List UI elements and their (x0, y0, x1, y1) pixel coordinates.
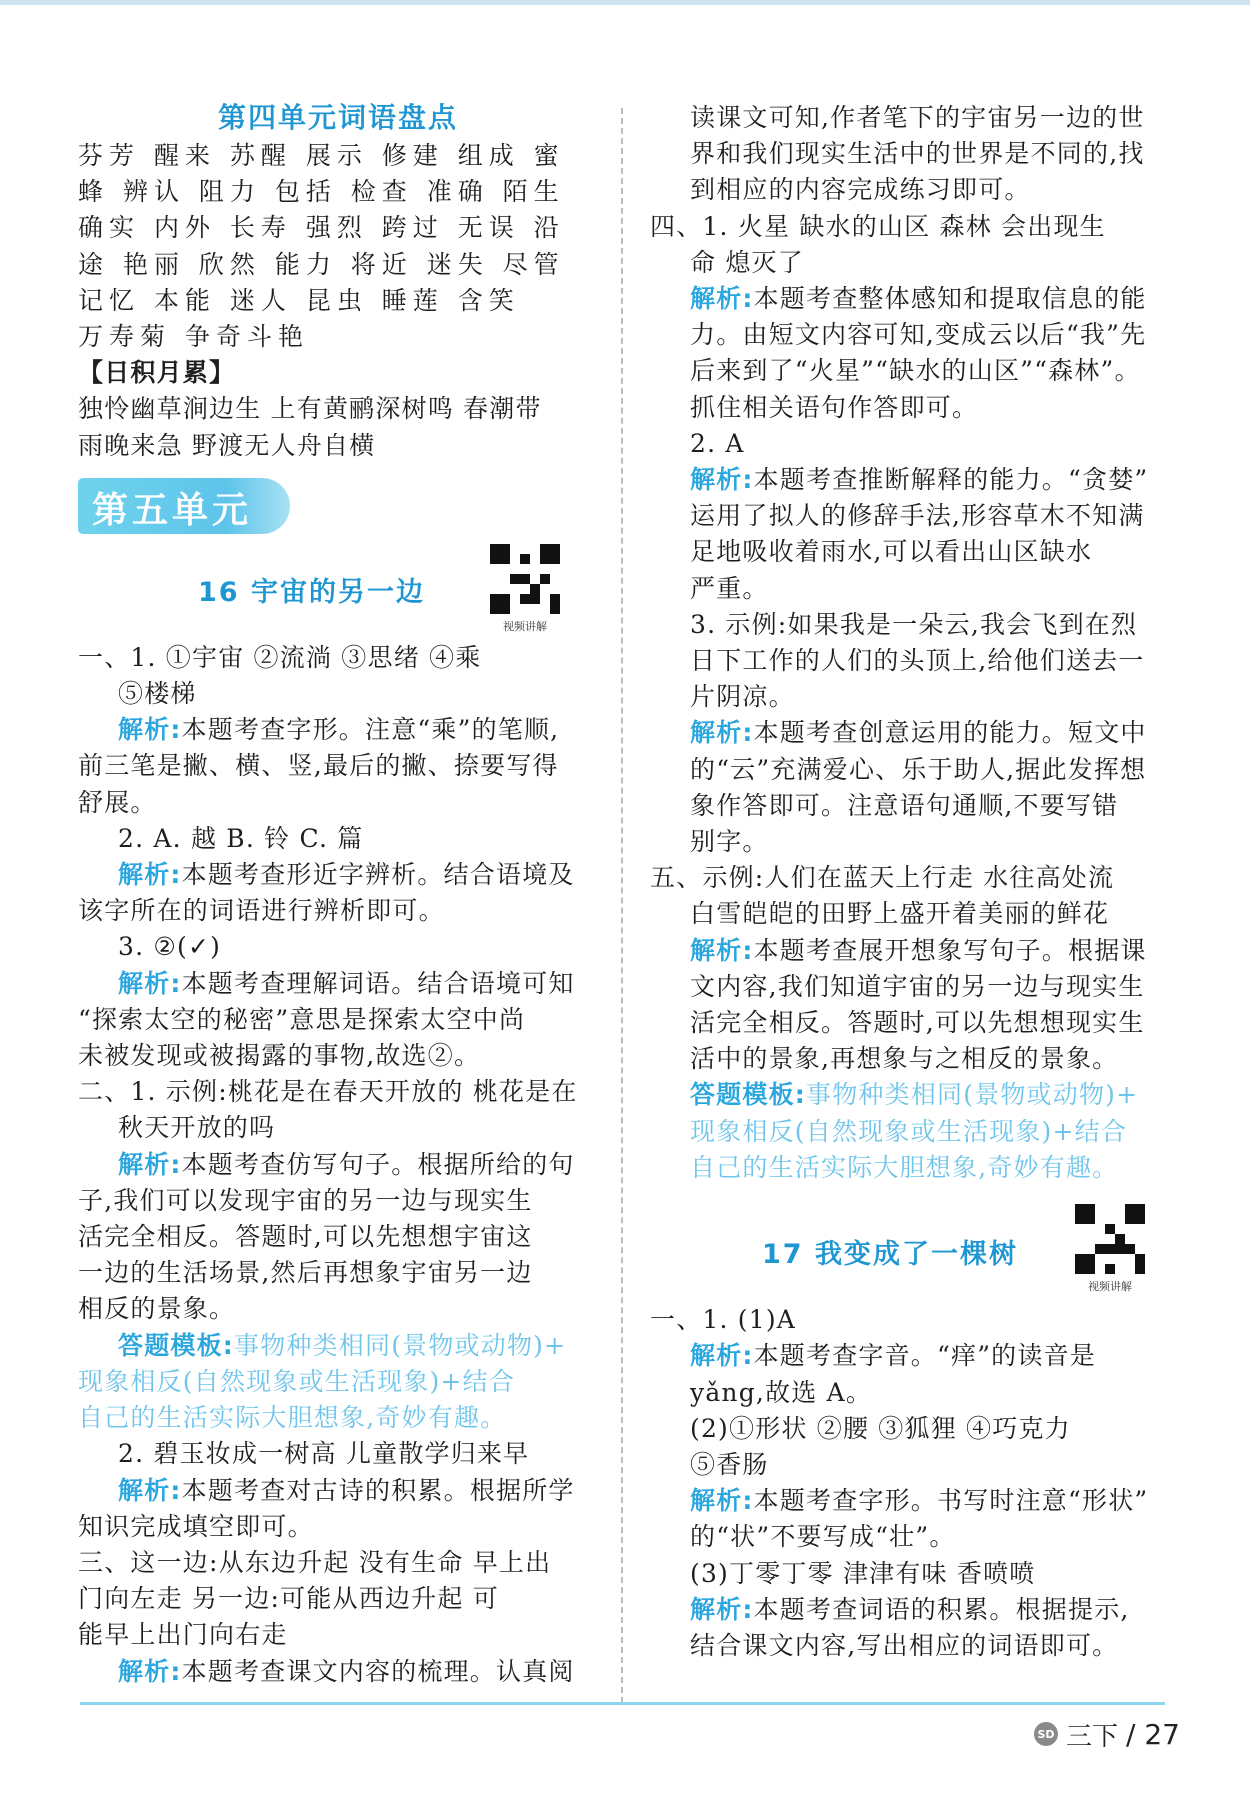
line-text: 一、1. (1)A (650, 1305, 797, 1335)
line-text: 二、1. 示例:桃花是在春天开放的 桃花是在 (78, 1077, 578, 1107)
line-text: ⑤香肠 (690, 1449, 769, 1479)
line-text: 本题考查创意运用的能力。短文中 (753, 718, 1147, 748)
line-text: 秋天开放的吗 (118, 1113, 276, 1143)
answer-line (650, 715, 1160, 751)
answer-line (78, 1328, 598, 1364)
line-text: 结合课文内容,写出相应的词语即可。 (690, 1630, 1119, 1660)
answer-line (650, 1041, 1160, 1077)
answer-line (650, 462, 1160, 498)
answer-line (78, 640, 598, 676)
line-text: 本题考查整体感知和提取信息的能 (753, 284, 1147, 314)
line-text: 2. 碧玉妆成一树高 儿童散学归来早 (118, 1439, 530, 1469)
answer-line (650, 1150, 1160, 1186)
line-text: 能早上出门向右走 (78, 1620, 288, 1650)
answer-line (650, 824, 1160, 860)
answer-line (650, 1556, 1160, 1592)
analysis-label: 解析: (118, 860, 182, 890)
answer-line (78, 676, 598, 712)
answer-line (78, 1219, 598, 1255)
poem-line: 独怜幽草涧边生 上有黄鹂深树鸣 春潮带 (78, 394, 542, 424)
line-text: 本题考查形近字辨析。结合语境及 (181, 860, 575, 890)
line-text: “探索太空的秘密”意思是探索太空中尚 (78, 1004, 526, 1034)
line-text: 活完全相反。答题时,可以先想想现实生 (690, 1008, 1145, 1038)
line-text: 的“状”不要写成“壮”。 (690, 1522, 956, 1552)
line-text: 本题考查展开想象写句子。根据课 (753, 935, 1147, 965)
answer-line (650, 1077, 1160, 1113)
unit4-title: 第四单元词语盘点 (217, 101, 458, 134)
analysis-label: 解析: (690, 718, 754, 748)
answer-line (650, 498, 1160, 534)
answer-line (78, 1617, 598, 1653)
line-text: 现象相反(自然现象或生活现象)+结合 (78, 1366, 516, 1396)
answer-line (650, 643, 1160, 679)
answer-line (650, 209, 1160, 245)
line-text: 本题考查字音。“痒”的读音是 (753, 1341, 1096, 1371)
word-list (78, 138, 598, 355)
analysis-label: 解析: (690, 465, 754, 495)
analysis-label: 答题模板: (118, 1330, 234, 1360)
answer-line (650, 534, 1160, 570)
line-text: 本题考查词语的积累。根据提示, (753, 1594, 1130, 1624)
line-text: 别字。 (690, 827, 769, 857)
analysis-label: 解析: (118, 715, 182, 745)
word-line: 蜂 辨认 阻力 包括 检查 准确 陌生 (78, 177, 565, 207)
answer-line (650, 426, 1160, 462)
answer-line (78, 1183, 598, 1219)
line-text: (3)丁零丁零 津津有味 香喷喷 (690, 1558, 1036, 1588)
line-text: 子,我们可以发现宇宙的另一边与现实生 (78, 1185, 533, 1215)
lesson17-answers (650, 1302, 1160, 1664)
left-column (78, 96, 598, 1690)
unit5-banner-label: 第五单元 (92, 489, 253, 531)
line-text: 力。由短文内容可知,变成云以后“我”先 (690, 320, 1147, 350)
qr-code-icon[interactable] (490, 544, 560, 614)
line-text: 现象相反(自然现象或生活现象)+结合 (690, 1116, 1128, 1146)
column-divider (621, 108, 623, 1703)
lesson17-header (650, 1198, 1160, 1302)
answer-line (78, 785, 598, 821)
line-text: 事物种类相同(景物或动物)+ (806, 1080, 1139, 1110)
line-text: 2. A. 越 B. 铃 C. 篇 (118, 823, 364, 853)
line-text: 舒展。 (78, 787, 157, 817)
line-text: 2. A (690, 428, 745, 458)
word-line: 记忆 本能 迷人 昆虫 睡莲 含笑 (78, 285, 520, 315)
analysis-label: 解析: (690, 1594, 754, 1624)
line-text: 片阴凉。 (690, 682, 795, 712)
answer-line (650, 1375, 1160, 1411)
answer-line (650, 1114, 1160, 1150)
answer-line (650, 353, 1160, 389)
line-text: 3. ②(✓) (118, 932, 222, 962)
line-text: 活完全相反。答题时,可以先想想宇宙这 (78, 1222, 533, 1252)
line-text: 一、1. ①宇宙 ②流淌 ③思绪 ④乘 (78, 642, 482, 672)
answer-line (78, 1581, 598, 1617)
line-text: 抓住相关语句作答即可。 (690, 392, 979, 422)
answer-line (78, 966, 598, 1002)
answer-line (78, 1038, 598, 1074)
analysis-label: 解析: (118, 1475, 182, 1505)
sd-badge: SD (1034, 1722, 1058, 1746)
line-text: 本题考查对古诗的积累。根据所学 (181, 1475, 575, 1505)
answer-line (650, 571, 1160, 607)
rijiyuelei-lines (78, 391, 598, 463)
answer-line (78, 929, 598, 965)
line-text: 五、示例:人们在蓝天上行走 水往高处流 (650, 863, 1115, 893)
answer-line (650, 607, 1160, 643)
unit5-banner (78, 478, 290, 534)
line-text: 门向左走 另一边:可能从西边升起 可 (78, 1584, 499, 1614)
line-text: 的“云”充满爱心、乐于助人,据此发挥想 (690, 754, 1147, 784)
answer-line (650, 969, 1160, 1005)
word-line: 芬芳 醒来 苏醒 展示 修建 组成 蜜 (78, 141, 565, 170)
answer-line (78, 1074, 598, 1110)
line-text: 本题考查仿写句子。根据所给的句 (181, 1149, 575, 1179)
lesson16-answers (78, 640, 598, 1690)
analysis-label: 解析: (690, 284, 754, 314)
lesson16-title: 16 宇宙的另一边 (198, 576, 425, 608)
answer-line (650, 933, 1160, 969)
qr-caption: 视频讲解 (503, 619, 547, 633)
answer-line (650, 245, 1160, 281)
line-text: 自己的生活实际大胆想象,奇妙有趣。 (690, 1152, 1119, 1182)
answer-line (650, 896, 1160, 932)
line-text: (2)①形状 ②腰 ③狐狸 ④巧克力 (690, 1413, 1071, 1443)
line-text: 后来到了“火星”“缺水的山区”“森林”。 (690, 356, 1141, 386)
line-text: 本题考查课文内容的梳理。认真阅 (181, 1656, 575, 1686)
answer-line (78, 857, 598, 893)
line-text: 到相应的内容完成练习即可。 (690, 175, 1031, 205)
answer-line (78, 712, 598, 748)
answer-line (650, 136, 1160, 172)
answer-line (78, 1473, 598, 1509)
answer-line (78, 1654, 598, 1690)
answer-line (650, 1483, 1160, 1519)
answer-line (78, 1291, 598, 1327)
analysis-label: 解析: (118, 1149, 182, 1179)
line-text: 足地吸收着雨水,可以看出山区缺水 (690, 537, 1093, 567)
answer-line (650, 1447, 1160, 1483)
word-line: 确实 内外 长寿 强烈 跨过 无误 沿 (78, 213, 565, 243)
answer-line (650, 1302, 1160, 1338)
line-text: 读课文可知,作者笔下的宇宙另一边的世 (690, 103, 1145, 132)
answer-line (78, 821, 598, 857)
answer-line (650, 172, 1160, 208)
line-text: 本题考查字形。书写时注意“形状” (753, 1486, 1149, 1516)
lesson16-header (78, 542, 598, 640)
line-text: 白雪皑皑的田野上盛开着美丽的鲜花 (690, 899, 1110, 929)
answer-line (650, 100, 1160, 136)
line-text: 3. 示例:如果我是一朵云,我会飞到在烈 (690, 609, 1138, 639)
qr-code-icon[interactable] (1075, 1204, 1145, 1274)
answer-line (78, 1509, 598, 1545)
answer-line (78, 1436, 598, 1472)
answer-line (650, 860, 1160, 896)
analysis-label: 解析: (690, 1486, 754, 1516)
answer-line (650, 390, 1160, 426)
line-text: 本题考查理解词语。结合语境可知 (181, 968, 575, 998)
answer-line (650, 788, 1160, 824)
answer-line (78, 1364, 598, 1400)
line-text: 严重。 (690, 573, 769, 603)
page-footer (1034, 1714, 1180, 1754)
right-column (650, 100, 1160, 1664)
qr-caption: 视频讲解 (1088, 1280, 1132, 1294)
answer-line (78, 748, 598, 784)
answer-line (650, 281, 1160, 317)
line-text: 该字所在的词语进行辨析即可。 (78, 896, 445, 926)
line-text: 命 熄灭了 (690, 247, 804, 277)
word-line: 万寿菊 争奇斗艳 (78, 322, 309, 352)
answer-line (650, 1628, 1160, 1664)
answer-line (650, 752, 1160, 788)
answer-line (650, 1411, 1160, 1447)
footer-line (80, 1702, 1165, 1705)
top-border (0, 0, 1250, 5)
analysis-label: 解析: (690, 1341, 754, 1371)
page-number: / 27 (1126, 1717, 1180, 1751)
answer-line (650, 679, 1160, 715)
line-text: 前三笔是撇、横、竖,最后的撇、捺要写得 (78, 751, 559, 781)
line-text: 自己的生活实际大胆想象,奇妙有趣。 (78, 1403, 507, 1433)
analysis-label: 答题模板: (690, 1080, 806, 1110)
line-text: 三、这一边:从东边升起 没有生命 早上出 (78, 1547, 552, 1577)
grade-label: 三下 (1066, 1721, 1119, 1752)
line-text: 运用了拟人的修辞手法,形容草木不知满 (690, 501, 1145, 531)
line-text: 未被发现或被揭露的事物,故选②。 (78, 1041, 481, 1071)
line-text: 界和我们现实生活中的世界是不同的,找 (690, 139, 1145, 169)
line-text: ⑤楼梯 (118, 679, 197, 709)
analysis-label: 解析: (118, 968, 182, 998)
answer-line (650, 1338, 1160, 1374)
answer-line (650, 1592, 1160, 1628)
line-text: 一边的生活场景,然后再想象宇宙另一边 (78, 1258, 533, 1288)
line-text: 象作答即可。注意语句通顺,不要写错 (690, 790, 1119, 820)
answer-line (78, 893, 598, 929)
word-line: 途 艳丽 欣然 能力 将近 迷失 尽管 (78, 249, 565, 279)
analysis-label: 解析: (118, 1656, 182, 1686)
analysis-label: 解析: (690, 935, 754, 965)
answer-line (78, 1002, 598, 1038)
answer-line (78, 1147, 598, 1183)
line-text: 四、1. 火星 缺水的山区 森林 会出现生 (650, 211, 1106, 241)
poem-line: 雨晚来急 野渡无人舟自横 (78, 430, 376, 460)
line-text: 文内容,我们知道宇宙的另一边与现实生 (690, 971, 1145, 1001)
line-text: 本题考查字形。注意“乘”的笔顺, (181, 715, 560, 745)
line-text: 相反的景象。 (78, 1294, 236, 1324)
lesson17-title: 17 我变成了一棵树 (762, 1239, 1018, 1271)
answer-line (78, 1110, 598, 1146)
answer-line (78, 1545, 598, 1581)
line-text: 本题考查推断解释的能力。“贪婪” (753, 465, 1149, 495)
line-text: 知识完成填空即可。 (78, 1511, 314, 1541)
lesson16-answers-continued (650, 100, 1160, 1186)
answer-line (78, 1255, 598, 1291)
answer-line (650, 1519, 1160, 1555)
answer-line (78, 1400, 598, 1436)
line-text: 活中的景象,再想象与之相反的景象。 (690, 1044, 1119, 1074)
line-text: 事物种类相同(景物或动物)+ (234, 1330, 567, 1360)
answer-line (650, 317, 1160, 353)
line-text: 日下工作的人们的头顶上,给他们送去一 (690, 646, 1145, 676)
line-text: yǎng,故选 A。 (690, 1377, 873, 1407)
answer-line (650, 1005, 1160, 1041)
rijiyuelei-label: 【日积月累】 (78, 358, 236, 388)
